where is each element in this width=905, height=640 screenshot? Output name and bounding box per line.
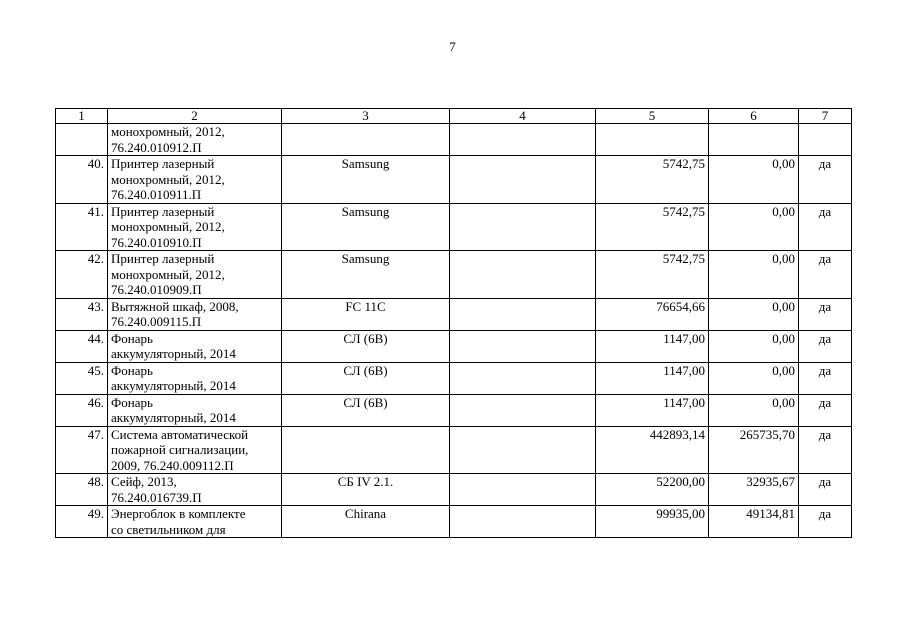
flag-cell: да bbox=[799, 330, 852, 362]
row-number-cell: 42. bbox=[56, 251, 108, 299]
item-name-cell: Принтер лазерный монохромный, 2012, 76.240.010909.П bbox=[108, 251, 282, 299]
residual-value-cell: 0,00 bbox=[709, 394, 799, 426]
header-cell: 7 bbox=[799, 109, 852, 124]
residual-value-cell: 0,00 bbox=[709, 298, 799, 330]
cost-cell bbox=[596, 124, 709, 156]
residual-value-cell: 265735,70 bbox=[709, 426, 799, 474]
flag-cell: да bbox=[799, 156, 852, 204]
column-4-cell bbox=[450, 330, 596, 362]
column-4-cell bbox=[450, 156, 596, 204]
table-row bbox=[56, 298, 852, 330]
item-name-cell: Сейф, 2013, 76.240.016739.П bbox=[108, 474, 282, 506]
model-cell: СЛ (6В) bbox=[282, 362, 450, 394]
header-cell: 3 bbox=[282, 109, 450, 124]
table-row bbox=[56, 362, 852, 394]
model-cell bbox=[282, 426, 450, 474]
table-body bbox=[56, 124, 852, 538]
residual-value-cell bbox=[709, 124, 799, 156]
row-number-cell: 49. bbox=[56, 506, 108, 538]
flag-cell: да bbox=[799, 251, 852, 299]
table-row bbox=[56, 124, 852, 156]
flag-cell: да bbox=[799, 426, 852, 474]
item-name-cell: Принтер лазерный монохромный, 2012, 76.240.010911.П bbox=[108, 156, 282, 204]
cost-cell: 5742,75 bbox=[596, 251, 709, 299]
header-cell: 4 bbox=[450, 109, 596, 124]
column-4-cell bbox=[450, 426, 596, 474]
row-number-cell: 40. bbox=[56, 156, 108, 204]
column-4-cell bbox=[450, 362, 596, 394]
cost-cell: 76654,66 bbox=[596, 298, 709, 330]
item-name-cell: Фонарь аккумуляторный, 2014 bbox=[108, 330, 282, 362]
model-cell: СБ IV 2.1. bbox=[282, 474, 450, 506]
table-row bbox=[56, 394, 852, 426]
flag-cell: да bbox=[799, 203, 852, 251]
item-name-cell: Фонарь аккумуляторный, 2014 bbox=[108, 394, 282, 426]
flag-cell: да bbox=[799, 298, 852, 330]
model-cell: Samsung bbox=[282, 203, 450, 251]
page-number: 7 bbox=[449, 39, 456, 54]
residual-value-cell: 0,00 bbox=[709, 251, 799, 299]
item-name-cell: монохромный, 2012, 76.240.010912.П bbox=[108, 124, 282, 156]
residual-value-cell: 49134,81 bbox=[709, 506, 799, 538]
column-4-cell bbox=[450, 251, 596, 299]
row-number-cell: 45. bbox=[56, 362, 108, 394]
model-cell: Chirana bbox=[282, 506, 450, 538]
header-row bbox=[56, 109, 852, 124]
table-row bbox=[56, 506, 852, 538]
header-cell: 2 bbox=[108, 109, 282, 124]
item-name-cell: Фонарь аккумуляторный, 2014 bbox=[108, 362, 282, 394]
row-number-cell: 47. bbox=[56, 426, 108, 474]
column-4-cell bbox=[450, 474, 596, 506]
residual-value-cell: 0,00 bbox=[709, 156, 799, 204]
column-4-cell bbox=[450, 394, 596, 426]
header-cell: 5 bbox=[596, 109, 709, 124]
table-row bbox=[56, 251, 852, 299]
flag-cell: да bbox=[799, 506, 852, 538]
row-number-cell: 46. bbox=[56, 394, 108, 426]
model-cell: СЛ (6В) bbox=[282, 330, 450, 362]
cost-cell: 442893,14 bbox=[596, 426, 709, 474]
model-cell bbox=[282, 124, 450, 156]
table-row bbox=[56, 426, 852, 474]
header-cell: 6 bbox=[709, 109, 799, 124]
header-cell: 1 bbox=[56, 109, 108, 124]
table-row bbox=[56, 156, 852, 204]
residual-value-cell: 0,00 bbox=[709, 330, 799, 362]
model-cell: FC 11C bbox=[282, 298, 450, 330]
residual-value-cell: 0,00 bbox=[709, 362, 799, 394]
flag-cell: да bbox=[799, 362, 852, 394]
inventory-table bbox=[55, 108, 852, 538]
item-name-cell: Система автоматической пожарной сигнализации, 2009, 76.240.009112.П bbox=[108, 426, 282, 474]
column-4-cell bbox=[450, 203, 596, 251]
cost-cell: 99935,00 bbox=[596, 506, 709, 538]
row-number-cell: 41. bbox=[56, 203, 108, 251]
cost-cell: 1147,00 bbox=[596, 394, 709, 426]
table-row bbox=[56, 474, 852, 506]
model-cell: СЛ (6В) bbox=[282, 394, 450, 426]
flag-cell: да bbox=[799, 474, 852, 506]
residual-value-cell: 32935,67 bbox=[709, 474, 799, 506]
cost-cell: 1147,00 bbox=[596, 362, 709, 394]
row-number-cell: 43. bbox=[56, 298, 108, 330]
residual-value-cell: 0,00 bbox=[709, 203, 799, 251]
column-4-cell bbox=[450, 298, 596, 330]
column-4-cell bbox=[450, 506, 596, 538]
flag-cell: да bbox=[799, 394, 852, 426]
cost-cell: 52200,00 bbox=[596, 474, 709, 506]
item-name-cell: Энергоблок в комплекте со светильником для bbox=[108, 506, 282, 538]
row-number-cell: 48. bbox=[56, 474, 108, 506]
cost-cell: 5742,75 bbox=[596, 203, 709, 251]
flag-cell bbox=[799, 124, 852, 156]
cost-cell: 5742,75 bbox=[596, 156, 709, 204]
table-row bbox=[56, 330, 852, 362]
cost-cell: 1147,00 bbox=[596, 330, 709, 362]
item-name-cell: Принтер лазерный монохромный, 2012, 76.240.010910.П bbox=[108, 203, 282, 251]
row-number-cell bbox=[56, 124, 108, 156]
column-4-cell bbox=[450, 124, 596, 156]
table-row bbox=[56, 203, 852, 251]
item-name-cell: Вытяжной шкаф, 2008, 76.240.009115.П bbox=[108, 298, 282, 330]
row-number-cell: 44. bbox=[56, 330, 108, 362]
model-cell: Samsung bbox=[282, 251, 450, 299]
model-cell: Samsung bbox=[282, 156, 450, 204]
